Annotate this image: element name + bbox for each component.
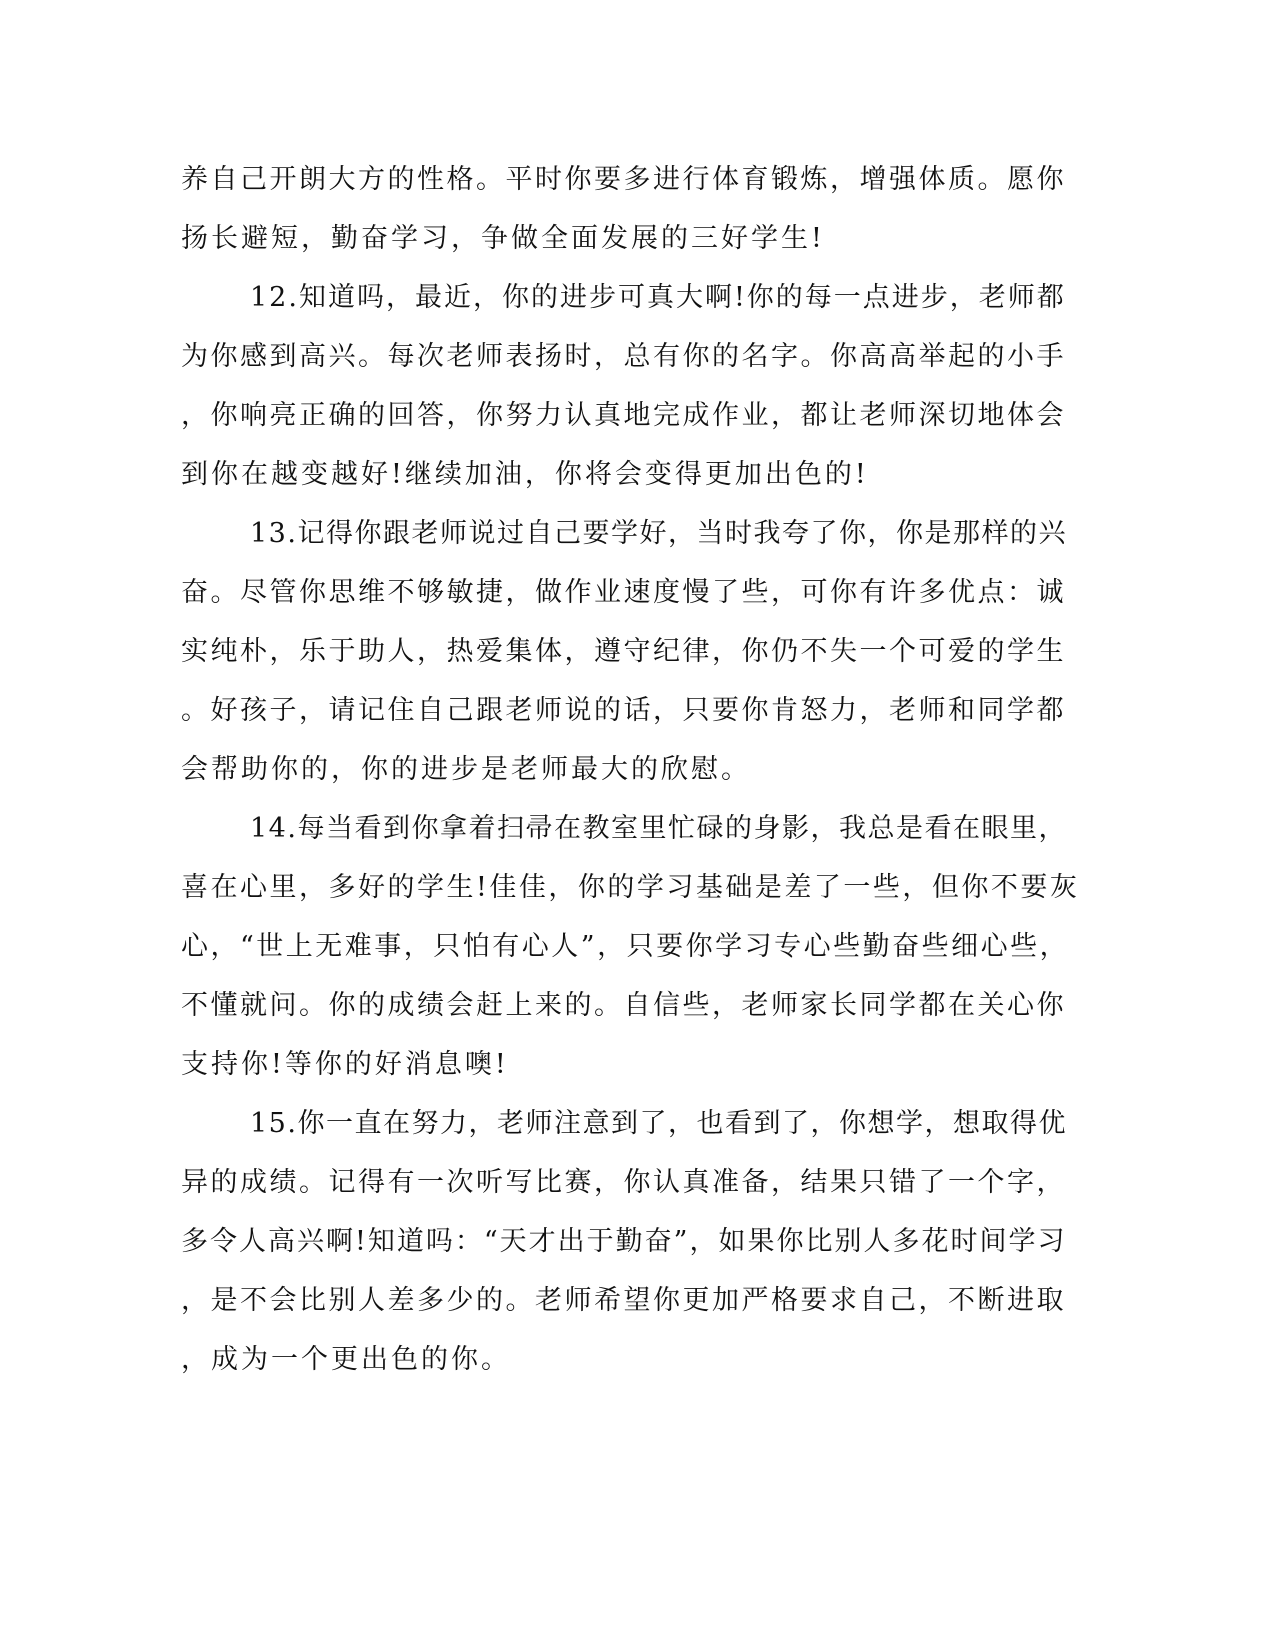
text-line: 支持你!等你的好消息噢!: [181, 1049, 509, 1080]
text-line: 异的成绩。记得有一次听写比赛，你认真准备，结果只错了一个字，: [181, 1167, 1066, 1198]
paragraph-14-first-line: 14.每当看到你拿着扫帚在教室里忙碌的身影，我总是看在眼里，: [250, 813, 1067, 844]
text-line: 扬长避短，勤奋学习，争做全面发展的三好学生!: [181, 223, 825, 254]
text-line: 喜在心里，多好的学生!佳佳，你的学习基础是差了一些，但你不要灰: [181, 872, 1080, 903]
text-line: 养自己开朗大方的性格。平时你要多进行体育锻炼，增强体质。愿你: [181, 164, 1066, 195]
text-line: 奋。尽管你思维不够敏捷，做作业速度慢了些，可你有许多优点：诚: [181, 577, 1066, 608]
paragraph-12-first-line: 12.知道吗，最近，你的进步可真大啊!你的每一点进步，老师都: [250, 282, 1066, 313]
text-line: 为你感到高兴。每次老师表扬时，总有你的名字。你高高举起的小手: [181, 341, 1066, 372]
text-line: 实纯朴，乐于助人，热爱集体，遵守纪律，你仍不失一个可爱的学生: [181, 636, 1066, 667]
text-line: ，你响亮正确的回答，你努力认真地完成作业，都让老师深切地体会: [181, 400, 1066, 431]
paragraph-15-first-line: 15.你一直在努力，老师注意到了，也看到了，你想学，想取得优: [250, 1108, 1067, 1139]
text-line: ，是不会比别人差多少的。老师希望你更加严格要求自己，不断进取: [181, 1285, 1066, 1316]
text-line: 。好孩子，请记住自己跟老师说的话，只要你肯怒力，老师和同学都: [181, 695, 1066, 726]
text-line: 到你在越变越好!继续加油，你将会变得更加出色的!: [181, 459, 869, 490]
text-line: 多令人高兴啊!知道吗：“天才出于勤奋”，如果你比别人多花时间学习: [181, 1226, 1067, 1257]
text-line: 会帮助你的，你的进步是老师最大的欣慰。: [181, 754, 751, 785]
text-line: ，成为一个更出色的你。: [181, 1344, 511, 1375]
paragraph-13-first-line: 13.记得你跟老师说过自己要学好，当时我夸了你，你是那样的兴: [250, 518, 1067, 549]
text-line: 不懂就问。你的成绩会赶上来的。自信些，老师家长同学都在关心你: [181, 990, 1066, 1021]
text-line: 心，“世上无难事，只怕有心人”，只要你学习专心些勤奋些细心些，: [181, 931, 1070, 962]
